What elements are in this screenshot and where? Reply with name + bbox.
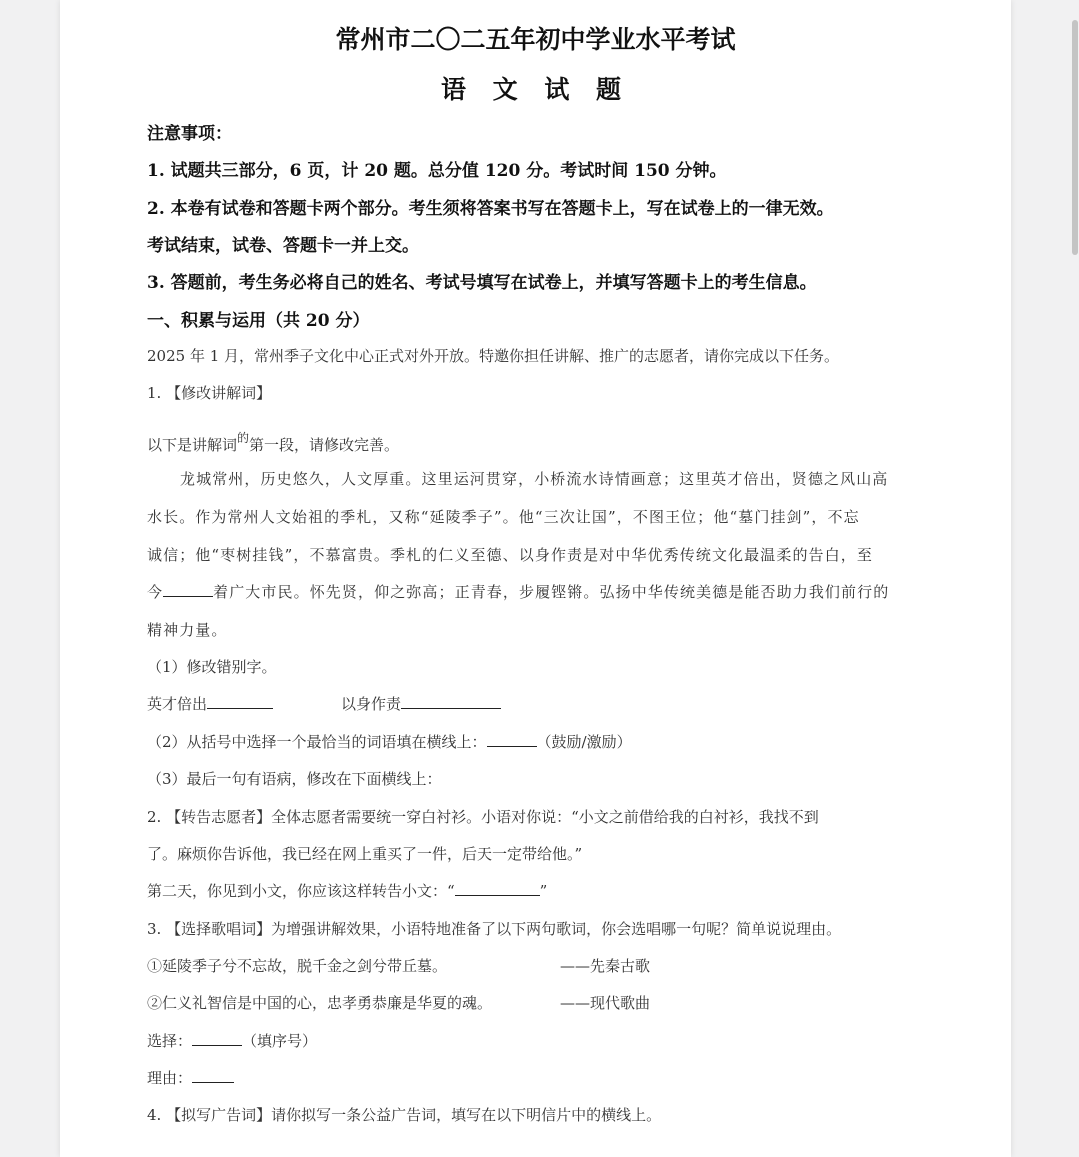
section-intro: 2025 年 1 月，常州季子文化中心正式对外开放。特邀你担任讲解、推广的志愿者，请你完成以下任务。: [147, 347, 840, 365]
q3-reason-label: 理由：: [147, 1069, 193, 1087]
q1-title: 1. 【修改讲解词】: [147, 384, 272, 402]
q1-sub2-text: （2）从括号中选择一个最恰当的词语填在横线上：: [147, 733, 487, 751]
q3-option-2: ②仁义礼智信是中国的心，忠孝勇恭廉是华夏的魂。: [147, 994, 493, 1012]
q1-sub1: （1）修改错别字。: [147, 658, 277, 676]
q1-lead: [147, 429, 399, 455]
q1-lead-sup: 的: [237, 431, 250, 445]
q3-reason: [147, 1067, 234, 1088]
notice-item-2: 2. 本卷有试卷和答题卡两个部分。考生须将答案书写在答题卡上，写在试卷上的一律无效。: [147, 199, 834, 219]
word-choice-blank[interactable]: [487, 745, 537, 747]
passage-line-1: 龙城常州，历史悠久，人文厚重。这里运河贯穿，小桥流水诗情画意；这里英才倍出，贤德之风山高: [180, 470, 889, 488]
q2-line-3: [147, 880, 547, 901]
passage-line-2: 水长。作为常州人文始祖的季札，又称“延陵季子”。他“三次让国”，不图王位；他“墓门挂剑”，不忘: [147, 508, 860, 526]
q1-lead-text: 以下是讲解词: [147, 436, 238, 454]
q3-choice-label: 选择：: [147, 1032, 193, 1050]
scrollbar-thumb[interactable]: [1072, 20, 1078, 255]
q2-prompt: 第二天，你见到小文，你应该这样转告小文：“: [147, 882, 455, 900]
q3-choice: [147, 1030, 317, 1051]
q3-choice-hint: （填序号）: [242, 1032, 318, 1050]
typo-1-label: 英才倍出: [147, 695, 208, 713]
notice-item-3: 3. 答题前，考生务必将自己的姓名、考试号填写在试卷上，并填写答题卡上的考生信息。: [147, 273, 817, 293]
reason-blank[interactable]: [192, 1081, 234, 1083]
q4-line-1: 4. 【拟写广告词】请你拟写一条公益广告词，填写在以下明信片中的横线上。: [147, 1106, 662, 1124]
q2-line-2: 了。麻烦你告诉他，我已经在网上重买了一件，后天一定带给他。”: [147, 845, 583, 863]
q3-option-1-source: ——先秦古歌: [560, 957, 651, 975]
passage-line-5: 精神力量。: [147, 621, 228, 639]
q3-option-1: ①延陵季子兮不忘故，脱千金之剑兮带丘墓。: [147, 957, 448, 975]
section-heading: 一、积累与运用（共 20 分）: [147, 311, 370, 331]
q2-close-quote: ”: [539, 882, 548, 900]
typo-2-label: 以身作责: [341, 695, 402, 713]
passage-line-3: 诚信；他“枣树挂钱”，不慕富贵。季札的仁义至德、以身作责是对中华优秀传统文化最温柔的告白，至: [147, 546, 873, 564]
passage-line-4-start: 今: [147, 583, 164, 601]
passage-line-4-rest: 着广大市民。怀先贤，仰之弥高；正青春，步履铿锵。弘扬中华传统美德是能否助力我们前行的: [213, 583, 890, 601]
choice-blank[interactable]: [192, 1044, 242, 1046]
typo-2-blank[interactable]: [401, 707, 501, 709]
typo-1-blank[interactable]: [207, 707, 273, 709]
q3-option-2-source: ——现代歌曲: [560, 994, 651, 1012]
passage-blank[interactable]: [163, 595, 213, 597]
q1-sub3: （3）最后一句有语病，修改在下面横线上：: [147, 770, 442, 788]
q2-line-1: 2. 【转告志愿者】全体志愿者需要统一穿白衬衫。小语对你说：“小文之前借给我的白衬衫，我找不到: [147, 808, 819, 826]
q1-sub2-options: （鼓励/激励）: [536, 733, 632, 751]
q1-sub2: [147, 731, 632, 752]
relay-blank[interactable]: [455, 894, 540, 896]
notice-item-2-cont: 考试结束，试卷、答题卡一并上交。: [147, 236, 419, 256]
exam-title: 常州市二〇二五年初中学业水平考试: [335, 25, 736, 54]
exam-subtitle: 语 文 试 题: [440, 75, 631, 104]
scrollbar[interactable]: [1071, 0, 1079, 1157]
notice-item-1: 1. 试题共三部分，6 页，计 20 题。总分值 120 分。考试时间 150 分钟。: [147, 161, 727, 181]
q1-sub1-answers: [147, 693, 501, 714]
passage-line-4: [147, 581, 889, 602]
notice-heading: 注意事项：: [147, 124, 232, 144]
q3-line-1: 3. 【选择歌唱词】为增强讲解效果，小语特地准备了以下两句歌词，你会选唱哪一句呢？简单说说理由。: [147, 920, 842, 938]
exam-page: [60, 0, 1011, 1157]
q1-lead-text-2: 第一段，请修改完善。: [249, 436, 400, 454]
